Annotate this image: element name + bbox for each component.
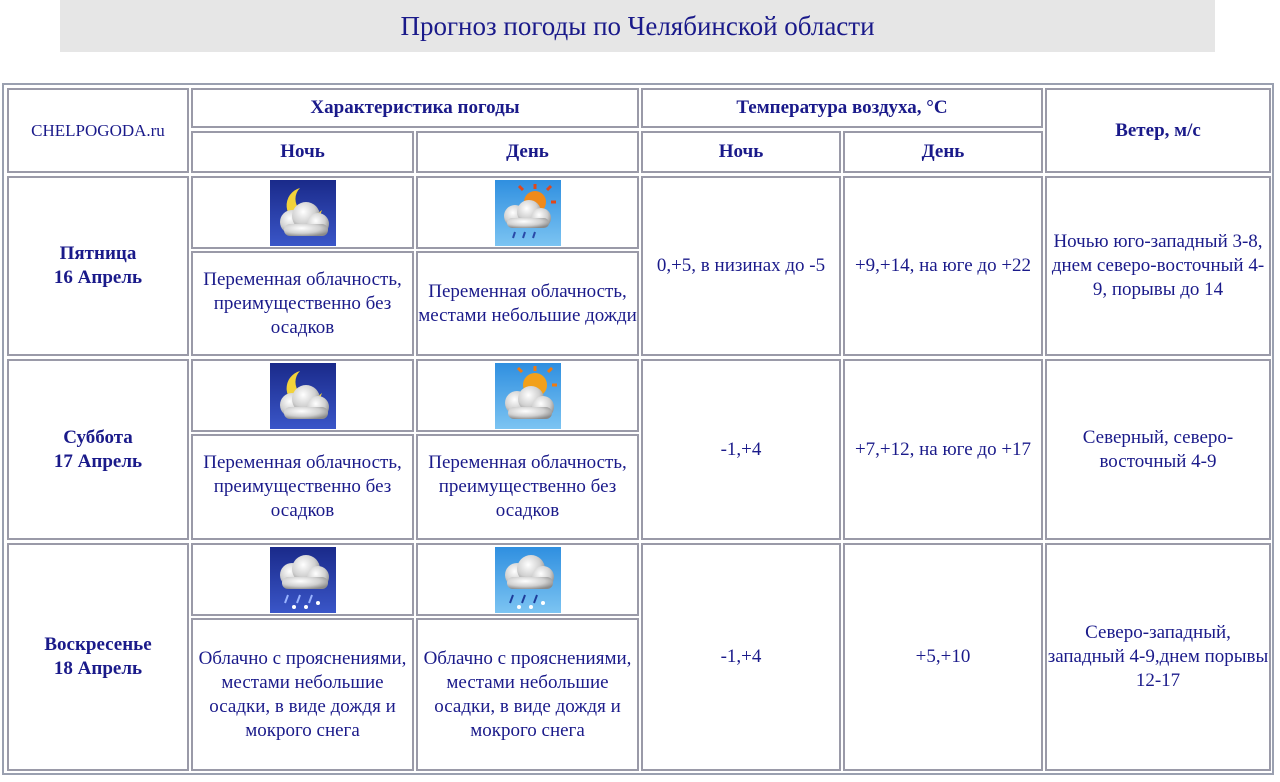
sun-cloud-rain-icon [495, 180, 561, 246]
cloud-sleet-day-icon [495, 547, 561, 613]
weather-characteristics-header [191, 88, 639, 128]
forecast-table [2, 83, 1274, 775]
day-description [416, 251, 639, 356]
wind-value [1045, 359, 1271, 540]
date-cell [7, 359, 189, 540]
temp-night-text: 0,+5, в низинах до -5 [656, 255, 826, 276]
temp-day [843, 359, 1043, 540]
date-cell [7, 176, 189, 356]
moon-cloud-icon [270, 180, 336, 246]
brand-label: CHELPOGODA.ru [31, 120, 165, 140]
night-description-text: Переменная облачность, преимущественно без осадков [203, 452, 402, 521]
wind-label: Ветер, м/с [1115, 119, 1201, 141]
day-icon-cell [416, 176, 639, 249]
night-description [191, 434, 414, 540]
temp-night-header [641, 131, 841, 173]
cloud-sleet-night-icon [270, 547, 336, 613]
weather-night-label: Ночь [280, 141, 325, 162]
day-description-text: Облачно с прояснениями, местами небольшие осадки, в виде дождя и мокрого снега [423, 647, 632, 741]
date-cell [7, 543, 189, 771]
air-temperature-header [641, 88, 1043, 128]
temp-day-text: +7,+12, на юге до +17 [854, 438, 1032, 460]
temp-night [641, 359, 841, 540]
night-description [191, 251, 414, 356]
day-description-text: Переменная облачность, местами небольшие дожди [418, 280, 637, 326]
temp-night-text: -1,+4 [720, 646, 762, 667]
temp-night [641, 176, 841, 356]
temp-night-label: Ночь [718, 141, 764, 162]
temp-day-text: +5,+10 [915, 646, 971, 667]
night-description-text: Облачно с прояснениями, местами небольшие осадки, в виде дождя и мокрого снега [198, 647, 407, 741]
temp-night-text: -1,+4 [720, 438, 762, 460]
air-temperature-label: Температура воздуха, °C [736, 97, 948, 118]
date: 16 Апрель [53, 267, 143, 288]
temp-day-label: День [921, 141, 965, 162]
wind-value [1045, 543, 1271, 771]
sun-cloud-icon [495, 363, 561, 429]
weather-day-header [416, 131, 639, 173]
temp-day [843, 543, 1043, 771]
temp-day-text: +9,+14, на юге до +22 [854, 255, 1032, 276]
day-icon-cell [416, 359, 639, 432]
weather-night-header [191, 131, 414, 173]
brand-cell [7, 88, 189, 173]
day-icon-cell [416, 543, 639, 616]
page-title: Прогноз погоды по Челябинской области [60, 0, 1215, 52]
date: 17 Апрель [53, 450, 143, 472]
weekday: Пятница [59, 243, 137, 264]
wind-value [1045, 176, 1271, 356]
night-icon-cell [191, 359, 414, 432]
wind-header [1045, 88, 1271, 173]
wind-value-text: Северо-западный, западный 4-9,днем порывы 12-17 [1047, 622, 1269, 691]
night-icon-cell [191, 543, 414, 616]
wind-value-text: Северный, северо-восточный 4-9 [1082, 426, 1234, 472]
weather-day-label: День [506, 141, 549, 162]
wind-value-text: Ночью юго-западный 3-8, днем северо-восточный 4-9, порывы до 14 [1051, 231, 1265, 300]
temp-day [843, 176, 1043, 356]
night-icon-cell [191, 176, 414, 249]
moon-cloud-icon [270, 363, 336, 429]
temp-night [641, 543, 841, 771]
day-description [416, 434, 639, 540]
temp-day-header [843, 131, 1043, 173]
weekday: Суббота [63, 426, 133, 448]
date: 18 Апрель [53, 658, 143, 679]
night-description-text: Переменная облачность, преимущественно без осадков [203, 268, 402, 338]
weather-characteristics-label: Характеристика погоды [310, 97, 520, 118]
day-description-text: Переменная облачность, преимущественно без осадков [428, 452, 627, 521]
night-description [191, 618, 414, 771]
day-description [416, 618, 639, 771]
weekday: Воскресенье [44, 634, 152, 655]
